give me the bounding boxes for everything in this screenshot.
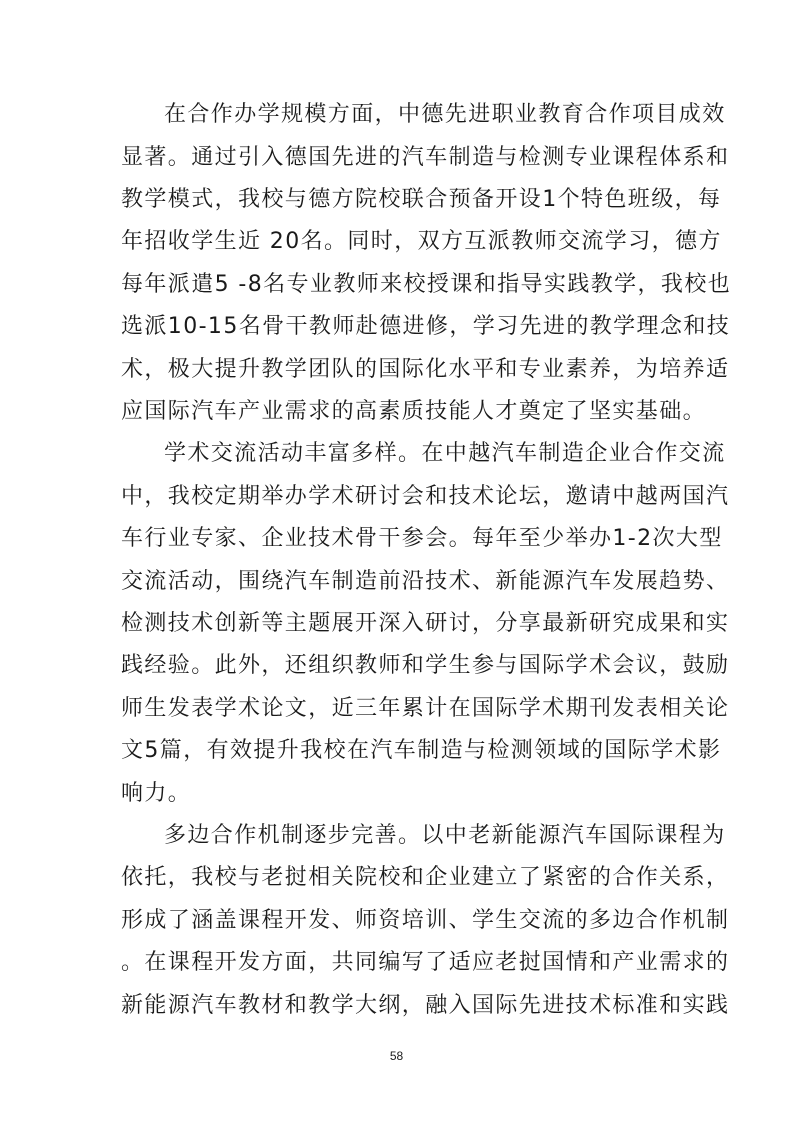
paragraph-1-line-4: 年招收学生近 20名。同时，双方互派教师交流学习，德方 [121, 229, 722, 254]
paragraph-2-line-7: 师生发表学术论文，近三年累计在国际学术期刊发表相关论 [121, 696, 730, 721]
paragraph-1-line-6: 选派10-15名骨干教师赴德进修，学习先进的教学理念和技 [121, 314, 731, 339]
page-number: 58 [389, 1049, 404, 1063]
paragraph-1-line-8: 应国际汽车产业需求的高素质技能人才奠定了坚实基础。 [121, 399, 707, 424]
paragraph-2-line-9: 响力。 [121, 781, 192, 806]
paragraph-2-line-4: 交流活动，围绕汽车制造前沿技术、新能源汽车发展趋势、 [121, 569, 730, 594]
paragraph-2-line-5: 检测技术创新等主题展开深入研讨，分享最新研究成果和实 [121, 611, 730, 636]
paragraph-2-line-2: 中，我校定期举办学术研讨会和技术论坛，邀请中越两国汽 [121, 484, 730, 509]
paragraph-3-line-1: 多边合作机制逐步完善。以中老新能源汽车国际课程为 [164, 823, 726, 848]
paragraph-1-line-2: 显著。通过引入德国先进的汽车制造与检测专业课程体系和 [121, 145, 730, 170]
paragraph-2-line-3: 车行业专家、企业技术骨干参会。每年至少举办1-2次大型 [121, 526, 723, 551]
paragraph-3-line-2: 依托，我校与老挝相关院校和企业建立了紧密的合作关系， [121, 865, 730, 890]
paragraph-3-line-4: 。在课程开发方面，共同编写了适应老挝国情和产业需求的 [121, 950, 730, 975]
paragraph-2-line-1: 学术交流活动丰富多样。在中越汽车制造企业合作交流 [164, 441, 726, 466]
paragraph-3-line-5: 新能源汽车教材和教学大纲，融入国际先进技术标准和实践 [121, 993, 730, 1018]
paragraph-1-line-7: 术，极大提升教学团队的国际化水平和专业素养，为培养适 [121, 357, 730, 382]
paragraph-3-line-3: 形成了涵盖课程开发、师资培训、学生交流的多边合作机制 [121, 908, 730, 933]
paragraph-1-line-1: 在合作办学规模方面，中德先进职业教育合作项目成效 [164, 102, 726, 127]
paragraph-1-line-3: 教学模式，我校与德方院校联合预备开设1个特色班级，每 [121, 187, 722, 212]
paragraph-2-line-8: 文5篇，有效提升我校在汽车制造与检测领域的国际学术影 [121, 738, 722, 763]
paragraph-2-line-6: 践经验。此外，还组织教师和学生参与国际学术会议，鼓励 [121, 653, 730, 678]
paragraph-1-line-5: 每年派遣5 -8名专业教师来校授课和指导实践教学，我校也 [121, 272, 732, 297]
